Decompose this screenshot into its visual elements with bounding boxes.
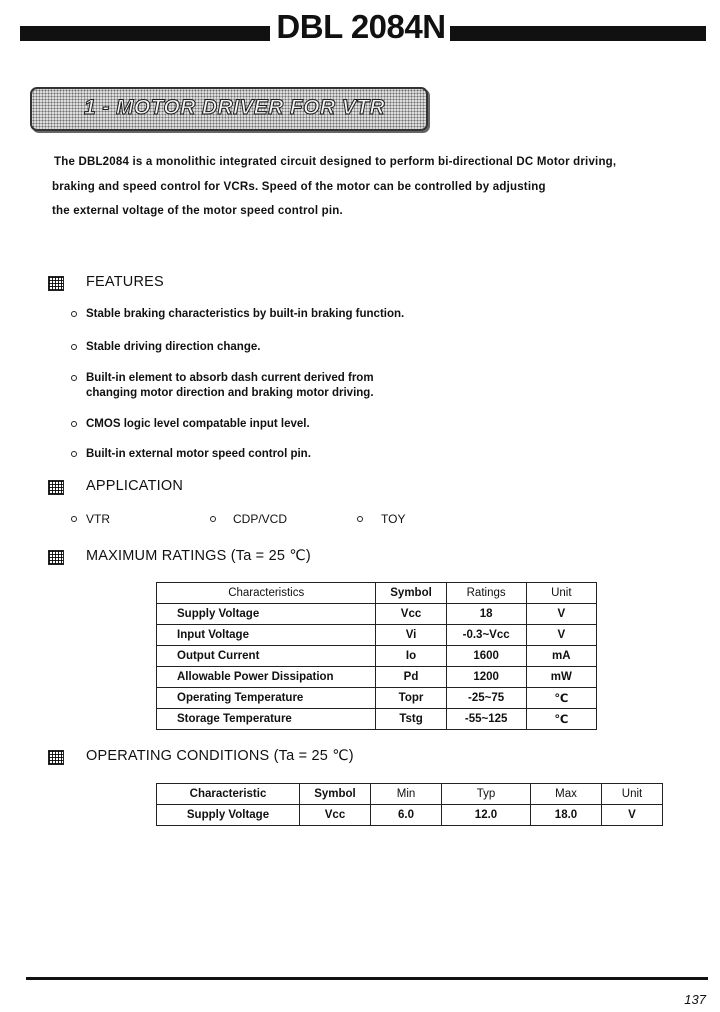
table-cell: Output Current bbox=[157, 646, 376, 667]
table-cell: Topr bbox=[376, 688, 446, 709]
bullet-icon bbox=[210, 516, 216, 522]
table-cell: 18 bbox=[446, 604, 526, 625]
intro-line: the external voltage of the motor speed control pin. bbox=[52, 205, 343, 217]
table-row bbox=[157, 709, 597, 730]
table-cell: 12.0 bbox=[442, 805, 531, 826]
section-banner bbox=[30, 87, 428, 131]
table-cell: ℃ bbox=[526, 688, 596, 709]
table-row bbox=[157, 688, 597, 709]
header-cell: Symbol bbox=[376, 583, 446, 604]
table-cell: -25~75 bbox=[446, 688, 526, 709]
table-cell: mW bbox=[526, 667, 596, 688]
table-cell: Supply Voltage bbox=[157, 805, 300, 826]
header-rule-right bbox=[450, 26, 706, 41]
table-cell: Operating Temperature bbox=[157, 688, 376, 709]
bullet-icon bbox=[71, 516, 77, 522]
bullet-icon bbox=[71, 344, 77, 350]
banner-title: 1 - MOTOR DRIVER FOR VTR bbox=[84, 96, 385, 119]
header-rule-left bbox=[20, 26, 270, 41]
features-heading: FEATURES bbox=[86, 274, 164, 290]
section-marker-icon bbox=[48, 550, 64, 565]
table-cell: Storage Temperature bbox=[157, 709, 376, 730]
table-cell: Vi bbox=[376, 625, 446, 646]
table-row bbox=[157, 667, 597, 688]
bullet-icon bbox=[71, 421, 77, 427]
section-marker-icon bbox=[48, 480, 64, 495]
feature-item-continued: changing motor direction and braking motor driving. bbox=[86, 387, 374, 399]
table-row bbox=[157, 646, 597, 667]
part-number-title: DBL 2084N bbox=[276, 8, 446, 45]
bullet-icon bbox=[71, 451, 77, 457]
table-cell: -55~125 bbox=[446, 709, 526, 730]
header-cell: Unit bbox=[602, 784, 663, 805]
table-cell: Allowable Power Dissipation bbox=[157, 667, 376, 688]
table-cell: -0.3~Vcc bbox=[446, 625, 526, 646]
table-cell: Vcc bbox=[376, 604, 446, 625]
table-cell: 1600 bbox=[446, 646, 526, 667]
feature-item: Built-in element to absorb dash current derived from bbox=[86, 372, 374, 384]
header-cell: Ratings bbox=[446, 583, 526, 604]
table-cell: Tstg bbox=[376, 709, 446, 730]
table-cell: Supply Voltage bbox=[157, 604, 376, 625]
bullet-icon bbox=[357, 516, 363, 522]
header-cell: Unit bbox=[526, 583, 596, 604]
application-item: CDP/VCD bbox=[233, 512, 288, 526]
table-row bbox=[157, 805, 663, 826]
intro-line: braking and speed control for VCRs. Speed of the motor can be controlled by adjusting bbox=[52, 181, 546, 193]
table-row bbox=[157, 625, 597, 646]
table-header-row bbox=[157, 784, 663, 805]
application-item: VTR bbox=[86, 512, 110, 526]
application-item: TOY bbox=[381, 512, 406, 526]
table-cell: 18.0 bbox=[531, 805, 602, 826]
table-cell: ℃ bbox=[526, 709, 596, 730]
table-cell: V bbox=[526, 604, 596, 625]
feature-item: Stable braking characteristics by built-in braking function. bbox=[86, 308, 405, 320]
document-header bbox=[20, 10, 706, 46]
table-cell: Io bbox=[376, 646, 446, 667]
max-ratings-table bbox=[156, 582, 597, 730]
table-header-row bbox=[157, 583, 597, 604]
table-cell: 1200 bbox=[446, 667, 526, 688]
bullet-icon bbox=[71, 311, 77, 317]
table-cell: V bbox=[602, 805, 663, 826]
header-cell: Symbol bbox=[300, 784, 371, 805]
table-cell: V bbox=[526, 625, 596, 646]
section-marker-icon bbox=[48, 276, 64, 291]
table-cell: Input Voltage bbox=[157, 625, 376, 646]
application-heading: APPLICATION bbox=[86, 478, 184, 494]
bullet-icon bbox=[71, 375, 77, 381]
table-cell: 6.0 bbox=[371, 805, 442, 826]
feature-item: CMOS logic level compatable input level. bbox=[86, 418, 310, 430]
feature-item: Built-in external motor speed control pin. bbox=[86, 448, 311, 460]
table-cell: mA bbox=[526, 646, 596, 667]
header-cell: Min bbox=[371, 784, 442, 805]
operating-conditions-heading: OPERATING CONDITIONS (Ta = 25 ℃) bbox=[86, 748, 354, 764]
table-cell: Vcc bbox=[300, 805, 371, 826]
section-marker-icon bbox=[48, 750, 64, 765]
table-cell: Pd bbox=[376, 667, 446, 688]
table-row bbox=[157, 604, 597, 625]
header-cell: Characteristic bbox=[157, 784, 300, 805]
operating-conditions-table bbox=[156, 783, 663, 826]
footer-rule bbox=[26, 977, 708, 980]
header-cell: Characteristics bbox=[157, 583, 376, 604]
page-number: 137 bbox=[684, 992, 706, 1007]
max-ratings-heading: MAXIMUM RATINGS (Ta = 25 ℃) bbox=[86, 548, 311, 564]
feature-item: Stable driving direction change. bbox=[86, 341, 261, 353]
intro-line: The DBL2084 is a monolithic integrated circuit designed to perform bi-directional DC Motor driving, bbox=[54, 156, 617, 168]
header-cell: Max bbox=[531, 784, 602, 805]
header-cell: Typ bbox=[442, 784, 531, 805]
